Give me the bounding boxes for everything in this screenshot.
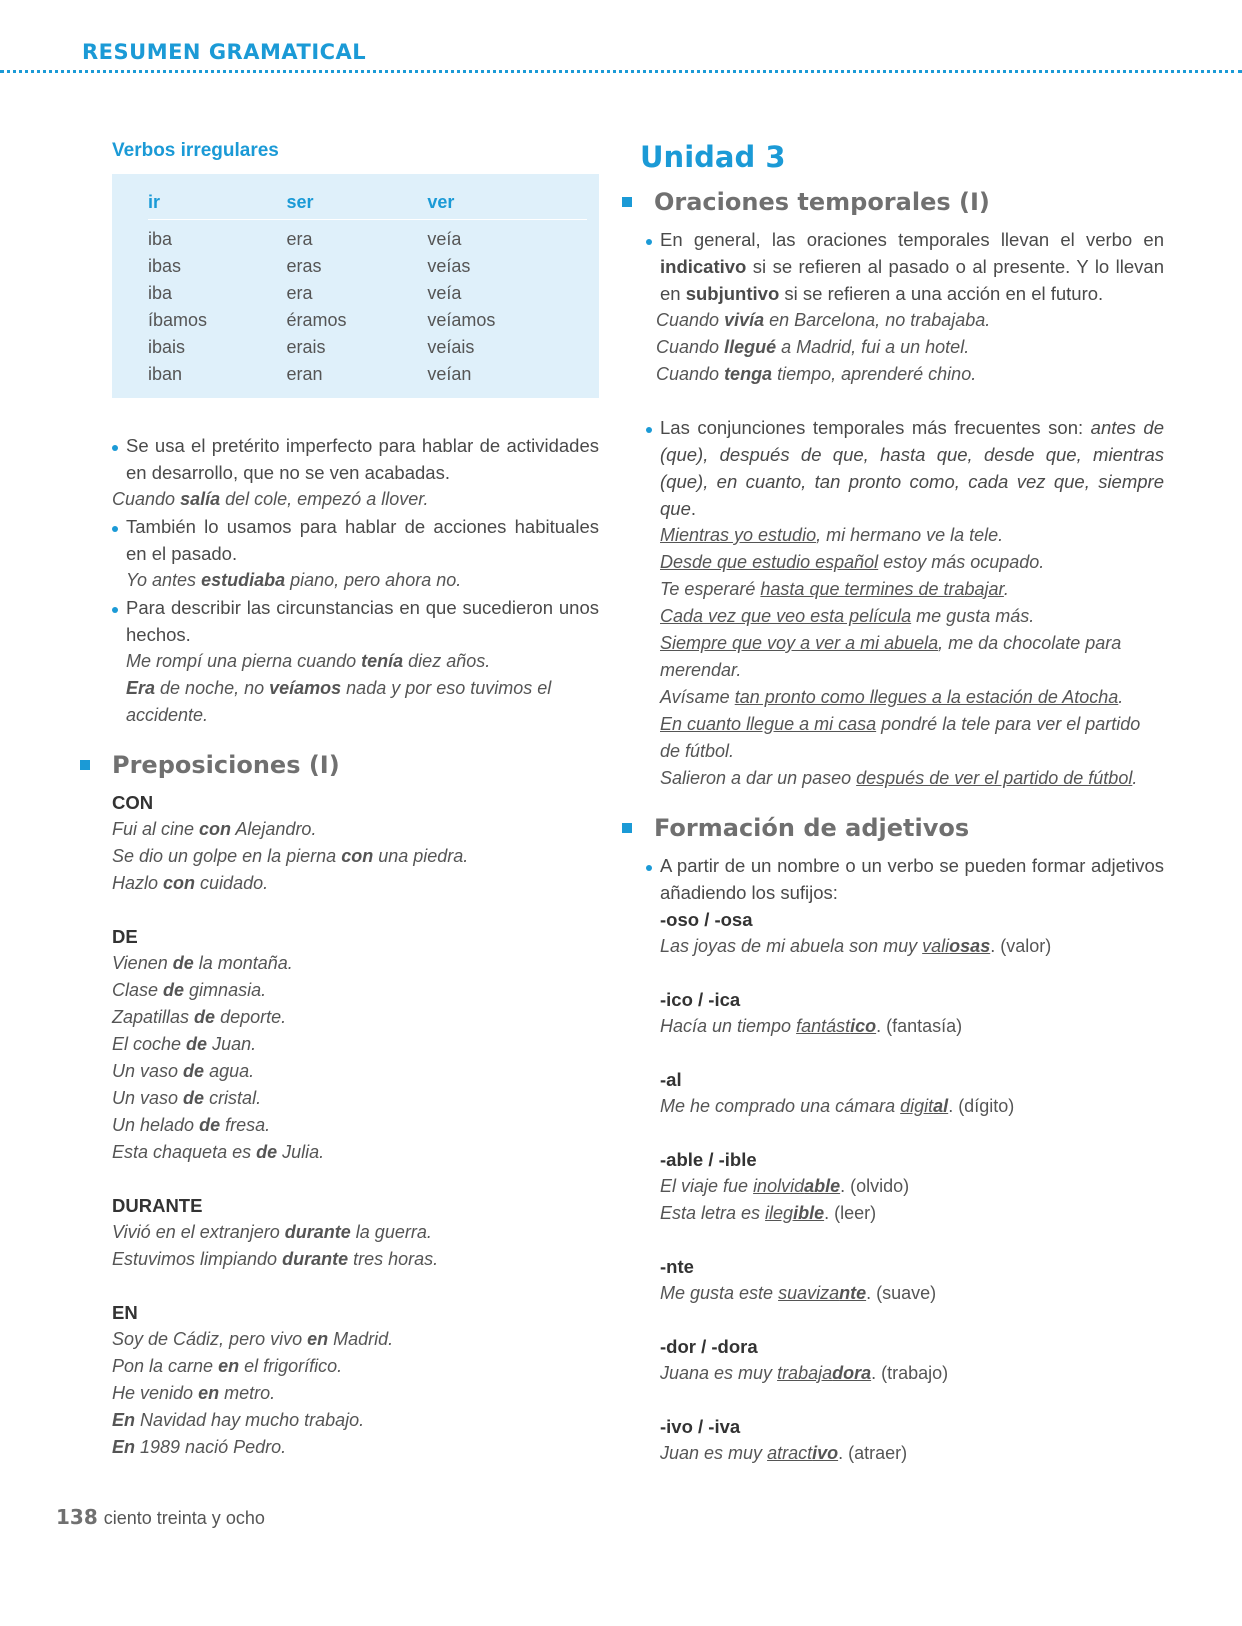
example-line: Fui al cine con Alejandro. [112,819,317,839]
example-line: Un helado de fresa. [112,1115,271,1135]
example-line: Clase de gimnasia. [112,980,267,1000]
example-line: Cuando llegué a Madrid, fui a un hotel. [656,337,970,357]
example-line: Mientras yo estudio, mi hermano ve la tele. [660,525,1004,545]
suffix-label: -ico / -ica [660,989,741,1010]
example-line: Vivió en el extranjero durante la guerra. [112,1222,432,1242]
table-row [148,334,587,361]
cell: era [286,229,313,249]
section-square-icon [80,760,90,770]
cell: iba [148,283,173,303]
verb-table-box [112,174,599,398]
example-line: Desde que estudio español estoy más ocupado. [660,552,1045,572]
example-line: Cuando salía del cole, empezó a llover. [112,489,429,509]
suffix-label: -ivo / -iva [660,1416,741,1437]
example-line: Siempre que voy a ver a mi abuela, me da chocolate para merendar. [660,633,1122,680]
cell: eran [286,364,323,384]
example-line: En 1989 nació Pedro. [112,1437,287,1457]
imperfect-bullet-1: Se usa el pretérito imperfecto para hablar de actividades en desarrollo, que no se ven acabadas. [112,432,599,486]
table-row [148,226,587,253]
example-line: Me he comprado una cámara digital. (dígito) [660,1096,1015,1116]
example-line: Te esperaré hasta que termines de trabajar. [660,579,1009,599]
cell: veías [427,256,471,276]
example-line: Se dio un golpe en la pierna con una piedra. [112,846,469,866]
cell: veía [427,283,462,303]
page-footer [56,1505,265,1529]
header-dotted-divider [0,70,1242,73]
cell: iba [148,229,173,249]
suffix-label: -al [660,1069,682,1090]
example-line: El viaje fue inolvidable. (olvido) [660,1176,910,1196]
example-line: He venido en metro. [112,1383,276,1403]
prepositions-title: Preposiciones (I) [112,751,340,779]
example-line: Soy de Cádiz, pero vivo en Madrid. [112,1329,394,1349]
temporal-title: Oraciones temporales (I) [654,188,990,216]
suffix-label: -able / -ible [660,1149,757,1170]
example-line: Cuando tenga tiempo, aprenderé chino. [656,364,977,384]
cell: eras [286,256,322,276]
example-line: En cuanto llegue a mi casa pondré la tele para ver el partido de fútbol. [660,714,1141,761]
cell: veían [427,364,472,384]
example-line: Las joyas de mi abuela son muy valiosas. (valor) [660,936,1052,956]
example-line: Un vaso de cristal. [112,1088,262,1108]
cell: íbamos [148,310,208,330]
example-line: Me rompí una pierna cuando tenía diez años. [126,651,491,671]
cell: ibais [148,337,186,357]
suffix-label: -oso / -osa [660,909,753,930]
prep-label-de: DE [112,926,138,947]
example-line: El coche de Juan. [112,1034,257,1054]
page-number: 138 [56,1505,98,1529]
example-line: Un vaso de agua. [112,1061,255,1081]
example-line: Esta chaqueta es de Julia. [112,1142,325,1162]
table-row [148,361,587,388]
page-number-words: ciento treinta y ocho [103,1508,265,1528]
example-line: Era de noche, no veíamos nada y por eso tuvimos el accidente. [126,678,552,725]
page-header-title: RESUMEN GRAMATICAL [82,40,367,64]
example-line: Esta letra es ilegible. (leer) [660,1203,877,1223]
temporal-section-header [622,188,1164,216]
cell: erais [286,337,326,357]
example-line: Me gusta este suavizante. (suave) [660,1283,937,1303]
cell: veía [427,229,462,249]
example-line: Juan es muy atractivo. (atraer) [660,1443,908,1463]
imperfect-bullet-2: También lo usamos para hablar de acciones habituales en el pasado. [112,513,599,567]
example-line: Cuando vivía en Barcelona, no trabajaba. [656,310,991,330]
table-row [148,280,587,307]
temporal-bullet-2: Las conjunciones temporales más frecuentes son: antes de (que), después de que, hasta que, desde que, mientras (que), en cuanto, tan pronto como, cada vez que, siempre que. [646,414,1164,522]
table-row [148,307,587,334]
example-line: Hacía un tiempo fantástico. (fantasía) [660,1016,963,1036]
adjectives-section-header [622,814,1164,842]
example-line: Avísame tan pronto como llegues a la estación de Atocha. [660,687,1124,707]
example-line: Cada vez que veo esta película me gusta más. [660,606,1035,626]
example-line: Yo antes estudiaba piano, pero ahora no. [126,570,462,590]
verb-header: ver [427,188,587,220]
cell: éramos [286,310,347,330]
example-line: Hazlo con cuidado. [112,873,269,893]
verb-table [148,188,587,388]
prepositions-section-header [80,751,599,779]
example-line: Pon la carne en el frigorífico. [112,1356,343,1376]
left-column [112,140,599,1461]
prep-label-durante: DURANTE [112,1195,203,1216]
adjectives-title: Formación de adjetivos [654,814,970,842]
imperfect-bullet-3: Para describir las circunstancias en que sucedieron unos hechos. [112,594,599,648]
unit-title: Unidad 3 [640,140,786,174]
cell: ibas [148,256,182,276]
cell: era [286,283,313,303]
right-column [640,140,1164,1467]
temporal-bullet-1: En general, las oraciones temporales llevan el verbo en indicativo si se refieren al pasado o al presente. Y lo llevan en subjuntivo si se refieren a una acción en el futuro. [646,226,1164,307]
example-line: Estuvimos limpiando durante tres horas. [112,1249,439,1269]
prep-label-con: CON [112,792,154,813]
suffix-label: -nte [660,1256,694,1277]
cell: veíamos [427,310,496,330]
section-square-icon [622,823,632,833]
example-line: Salieron a dar un paseo después de ver el partido de fútbol. [660,768,1138,788]
suffix-label: -dor / -dora [660,1336,758,1357]
example-line: Juana es muy trabajadora. (trabajo) [660,1363,949,1383]
section-square-icon [622,197,632,207]
prep-label-en: EN [112,1302,138,1323]
example-line: Vienen de la montaña. [112,953,293,973]
verb-header: ir [148,188,287,220]
example-line: En Navidad hay mucho trabajo. [112,1410,365,1430]
verbs-title: Verbos irregulares [112,140,279,161]
cell: iban [148,364,183,384]
example-line: Zapatillas de deporte. [112,1007,287,1027]
table-row [148,253,587,280]
adjectives-bullet: A partir de un nombre o un verbo se pueden formar adjetivos añadiendo los sufijos: [646,852,1164,906]
cell: veíais [427,337,475,357]
verb-header: ser [287,188,428,220]
